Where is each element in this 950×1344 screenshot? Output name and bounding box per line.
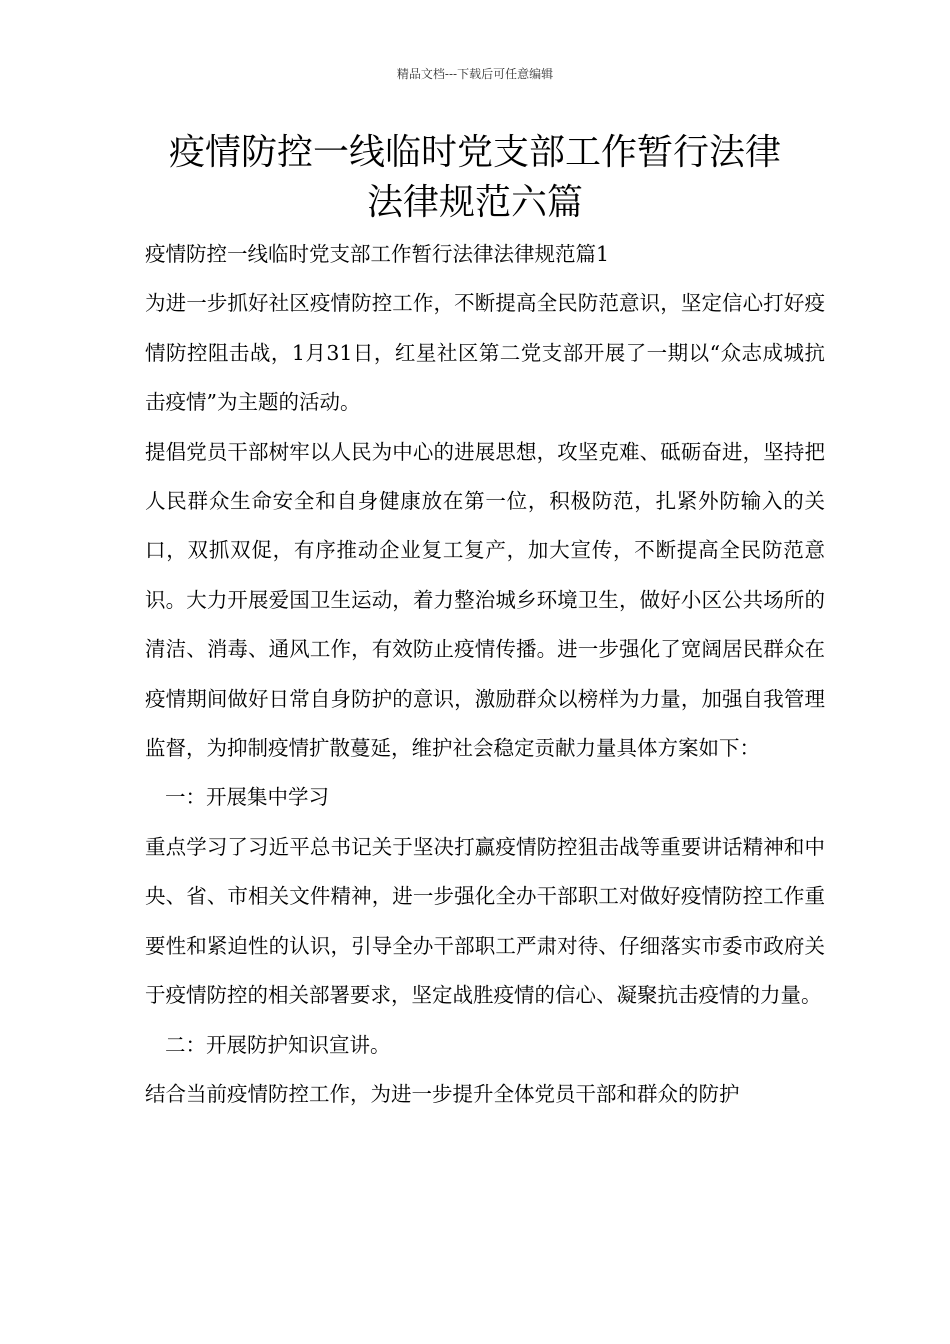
section-heading-1: 一：开展集中学习 [165, 785, 329, 810]
document-title [100, 128, 850, 228]
section-subtitle: 疫情防控一线临时党支部工作暂行法律法律规范篇1 [145, 242, 610, 266]
document-body [145, 230, 825, 1119]
title-line-1: 疫情防控一线临时党支部工作暂行法律 [168, 132, 781, 173]
section-heading-2: 二：开展防护知识宣讲。 [165, 1032, 391, 1057]
paragraph-protection: 结合当前疫情防控工作，为进一步提升全体党员干部和群众的防护 [145, 1081, 740, 1106]
paragraph-study: 重点学习了习近平总书记关于坚决打赢疫情防控狙击战等重要讲话精神和中央、省、市相关文件精神，进一步强化全办干部职工对做好疫情防控工作重要性和紧迫性的认识，引导全办干部职工严肃对待、仔细落实市委市政府关于疫情防控的相关部署要求，坚定战胜疫情的信心、凝聚抗击疫情的力量。 [145, 834, 825, 1008]
paragraph-intro: 为进一步抓好社区疫情防控工作，不断提高全民防范意识，坚定信心打好疫情防控阻击战，1月31日，红星社区第二党支部开展了一期以“众志成城抗击疫情”为主题的活动。 [145, 291, 825, 415]
header-note: 精品文档---下载后可任意编辑 [396, 67, 554, 81]
title-line-2: 法律规范六篇 [366, 182, 583, 223]
paragraph-advocacy: 提倡党员干部树牢以人民为中心的进展思想，攻坚克难、砥砺奋进，坚持把人民群众生命安全和自身健康放在第一位，积极防范，扎紧外防输入的关口，双抓双促，有序推动企业复工复产，加大宣传，不断提高全民防范意识。大力开展爱国卫生运动，着力整治城乡环境卫生，做好小区公共场所的清洁、消毒、通风工作，有效防止疫情传播。进一步强化了宽阔居民群众在疫情期间做好日常自身防护的意识，激励群众以榜样为力量，加强自我管理监督，为抑制疫情扩散蔓延，维护社会稳定贡献力量具体方案如下： [145, 439, 825, 761]
